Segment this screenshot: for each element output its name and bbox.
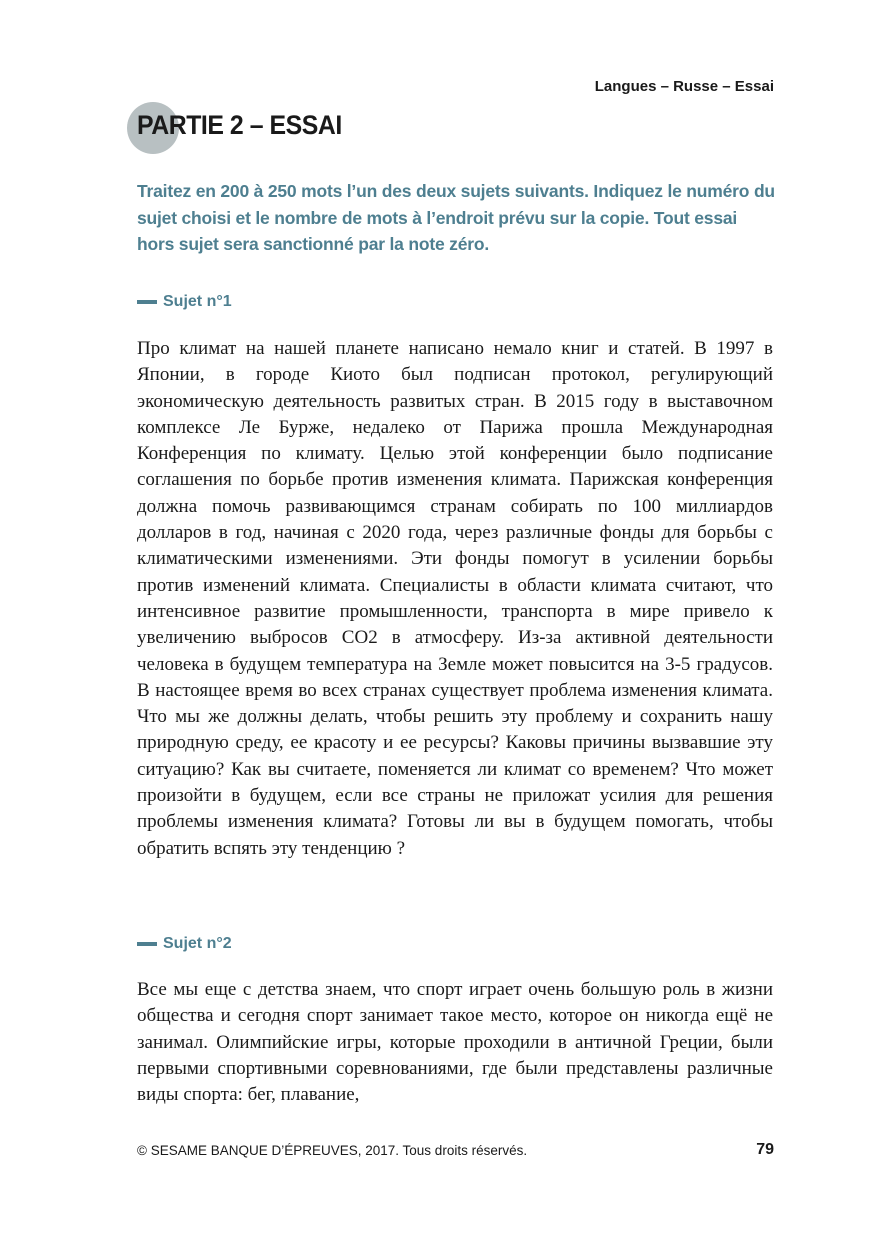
subject-2-text: Все мы еще с детства знаем, что спорт играет очень большую роль в жизни общества и сегодня спорт занимает такое место, которое он никогда ещё не занимал. Олимпийские игры, которые проходили в античной Греции, были первыми спортивными соревнованиями, где были представлены различные виды спорта: бег, плавание,: [137, 979, 773, 1106]
subject-1-heading: [137, 293, 232, 311]
part-title: PARTIE 2 – ESSAI: [137, 110, 342, 140]
subject-1-text: Про климат на нашей планете написано немало книг и статей. В 1997 в Японии, в городе Киото был подписан протокол, регулирующий экономическую деятельность развитых стран. В 2015 году в выставочном комплексе Ле Бурже, недалеко от Парижа прошла Международная Конференция по климату. Целью этой конференции было подписание соглашения по борьбе против изменения климата. Парижская конференция должна помочь развивающимся странам собирать по 100 миллиардов долларов в год, начиная с 2020 года, через различные фонды для борьбы с климатическими изменениями. Эти фонды помогут в усилении борьбы против изменений климата. Специалисты в области климата считают, что интенсивное развитие промышленности, транспорта в мире привело к увеличению выбросов СО2 в атмосферу. Из-за активной деятельности человека в будущем температура на Земле может повысится на 3-5 градусов. В настоящее время во всех странах существует проблема изменения климата. Что мы же должны делать, чтобы решить эту проблему и сохранить нашу природную среду, ее красоту и ее ресурсы? Каковы причины вызвавшие эту ситуацию? Как вы считаете, поменяется ли климат со временем? Что может произойти в будущем, если все страны не приложат усилия для решения проблемы изменения климата? Готовы ли вы в будущем помогать, чтобы обратить вспять эту тенденцию ?: [137, 338, 773, 859]
page-number: 79: [756, 1141, 774, 1158]
subject-2-heading-label: Sujet n°2: [163, 935, 232, 952]
heading-bar-icon: [137, 300, 157, 304]
footer-copyright: © SESAME BANQUE D’ÉPREUVES, 2017. Tous droits réservés.: [137, 1143, 528, 1158]
running-header: Langues – Russe – Essai: [594, 78, 774, 95]
instructions: Traitez en 200 à 250 mots l’un des deux sujets suivants. Indiquez le numéro du sujet choisi et le nombre de mots à l’endroit prévu sur la copie. Tout essai hors sujet sera sanctionné par la note zéro.: [137, 181, 775, 254]
subject-2-heading: [137, 935, 232, 953]
subject-1-heading-label: Sujet n°1: [163, 293, 232, 310]
heading-bar-icon: [137, 942, 157, 946]
